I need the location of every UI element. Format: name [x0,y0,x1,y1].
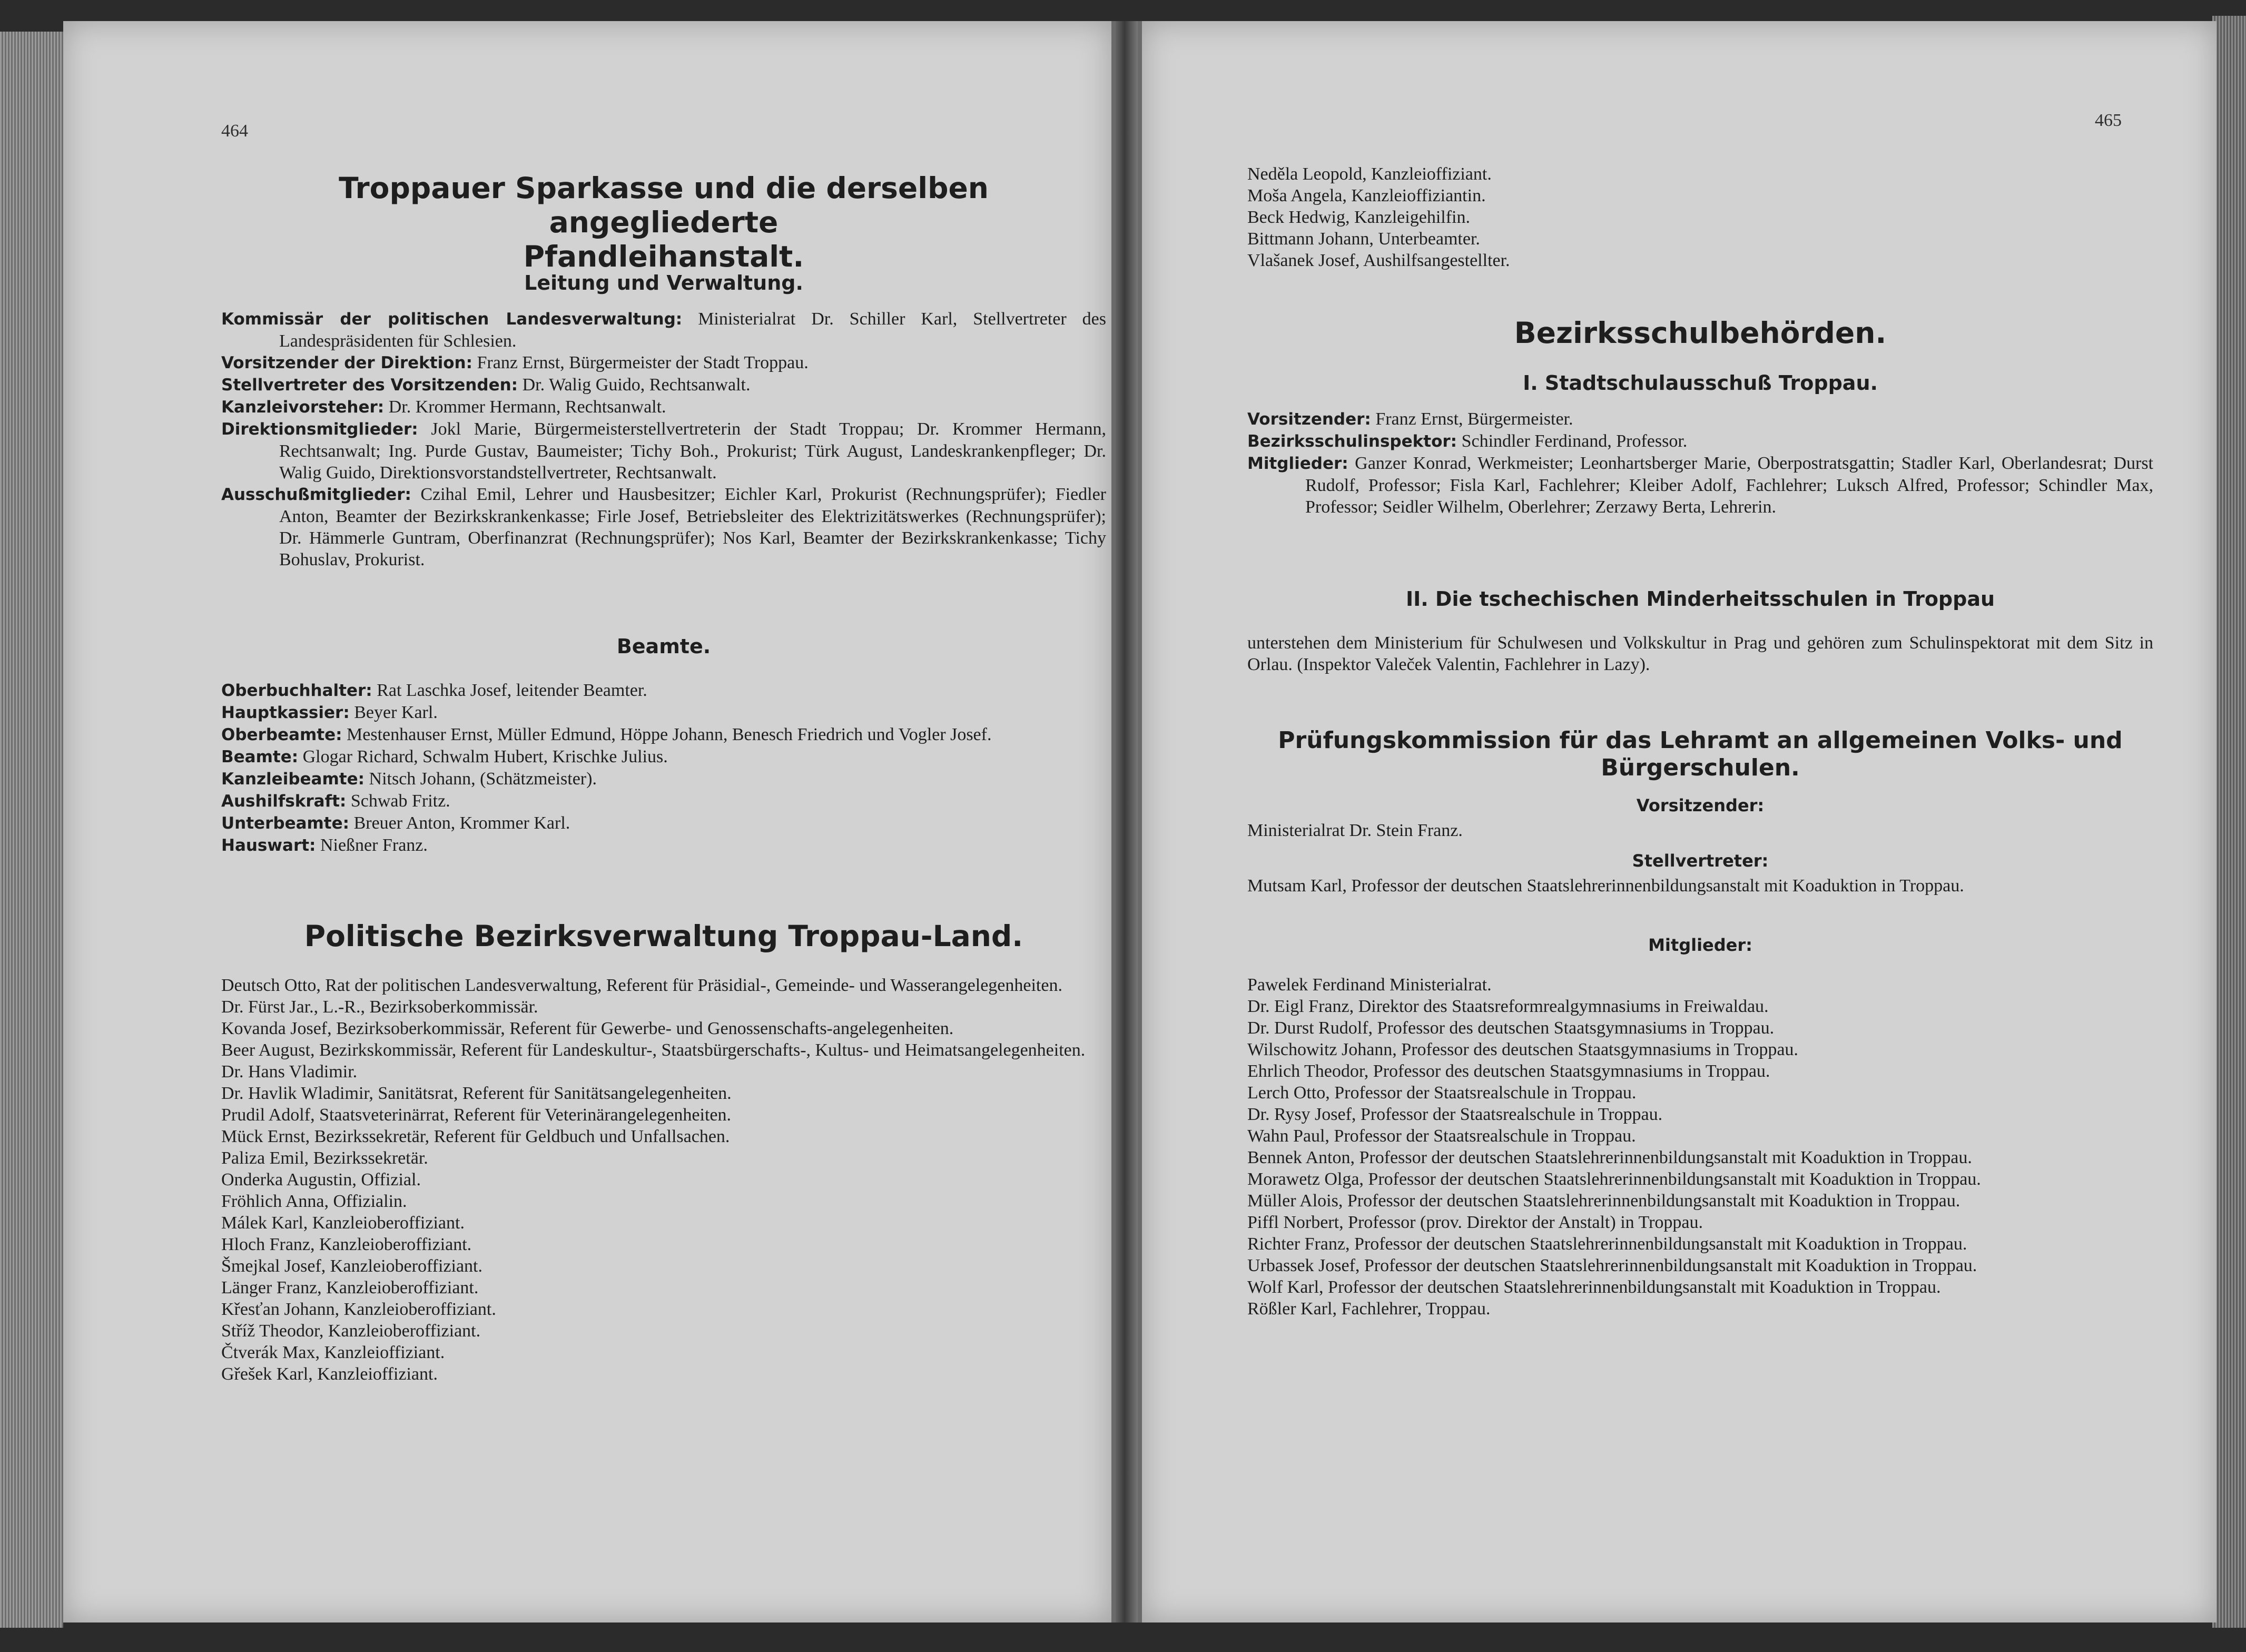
entry-label: Hauptkassier: [221,703,350,722]
entry-label: Kommissär der politischen Landesverwaltung: [221,310,683,329]
list-item: Wahn Paul, Professor der Staatsrealschule in Troppau. [1247,1126,1636,1146]
entry-text: Czihal Emil, Lehrer und Hausbesitzer; Eichler Karl, Prokurist (Rechnungsprüfer); Fiedler Anton, Beamter der Bezirkskrankenkasse; Firle Josef, Betriebsleiter des Elektrizitätswerkes (Rechnungsprüfer); Dr. Hämmerle Guntram, Oberfinanzrat (Rechnungsprüfer); Nos Karl, Beamter der Bezirkskrankenkasse; Tichy Bohuslav, Prokurist. [279,485,1107,569]
stadtschul-list [1247,408,2153,518]
list-item [1247,408,2153,430]
entry-label: Stellvertreter des Vorsitzenden: [221,376,518,395]
entry-label: Vorsitzender: [1247,410,1371,429]
book-edge-left [0,32,63,1628]
list-item: Mück Ernst, Bezirkssekretär, Referent für Geldbuch und Unfallsachen. [221,1127,730,1146]
list-item: Fröhlich Anna, Offizialin. [221,1192,407,1211]
subheading: II. Die tschechischen Minderheitsschulen in Troppau [1405,587,1995,611]
entry-text: Jokl Marie, Bürgermeisterstellvertreterin der Stadt Troppau; Dr. Krommer Hermann, Rechtsanwalt; Ing. Purde Gustav, Baumeister; Tichy Boh., Prokurist; Türk August, Landeskrankenpfleger; Dr. Walig Guido, Direktionsvorstandstellvertreter, Rechtsanwalt. [279,419,1106,483]
entry-label: Kanzleibeamte: [221,770,365,789]
left-page [63,21,1116,1622]
list-item: Prudil Adolf, Staatsveterinärrat, Referent für Veterinärangelegenheiten. [221,1105,732,1125]
list-item [221,790,1106,812]
list-item: Vlašanek Josef, Aushilfsangestellter. [1247,251,1510,270]
right-page [1138,21,2217,1622]
list-item: Mutsam Karl, Professor der deutschen Staatslehrerinnenbildungsanstalt mit Koaduktion in Troppau. [1247,876,1964,896]
entry-label: Oberbuchhalter: [221,681,372,700]
subheading: I. Stadtschulausschuß Troppau. [1523,371,1878,395]
entry-label: Bezirksschulinspektor: [1247,432,1457,451]
list-item [221,308,1106,352]
entry-text: Nießner Franz. [320,835,428,855]
title-line: Troppauer Sparkasse und die derselben angegliederte [339,171,989,239]
entry-label: Aushilfskraft: [221,792,347,811]
mitglieder-list [1247,974,2153,1320]
list-item [1247,453,2153,518]
list-item: Šmejkal Josef, Kanzleioberoffiziant. [221,1256,482,1276]
leitung-heading [221,271,1106,295]
entry-text: Mestenhauser Ernst, Müller Edmund, Höppe Johann, Benesch Friedrich und Vogler Josef. [347,725,992,744]
list-item: Dr. Rysy Josef, Professor der Staatsrealschule in Troppau. [1247,1105,1663,1124]
list-item: Lerch Otto, Professor der Staatsrealschule in Troppau. [1247,1083,1637,1103]
list-item: Čtverák Max, Kanzleioffiziant. [221,1343,445,1362]
title-line: Bürgerschulen. [1601,754,1800,781]
list-item: Beck Hedwig, Kanzleigehilfin. [1247,208,1470,227]
list-item [221,396,1106,418]
list-item: Křesťan Johann, Kanzleioberoffiziant. [221,1300,496,1319]
role-label: Mitglieder: [1648,935,1752,955]
entry-label: Mitglieder: [1247,454,1348,473]
beamte-list [221,680,1106,857]
page-number: 465 [2095,111,2122,130]
politische-list [221,975,1106,1385]
entry-label: Unterbeamte: [221,814,350,833]
book-edge-right [2212,16,2246,1628]
list-item: Dr. Hans Vladimir. [221,1062,358,1081]
entry-text: Franz Ernst, Bürgermeister. [1375,409,1573,429]
entry-text: Beyer Karl. [354,703,438,722]
sparkasse-title [221,171,1106,274]
entry-text: Dr. Walig Guido, Rechtsanwalt. [522,375,751,395]
list-item: Gřešek Karl, Kanzleioffiziant. [221,1364,438,1384]
entry-text: Schindler Ferdinand, Professor. [1461,431,1688,451]
entry-label: Hauswart: [221,836,316,855]
list-item: Wolf Karl, Professor der deutschen Staatslehrerinnenbildungsanstalt mit Koaduktion in Troppau. [1247,1277,1941,1297]
entry-text: Ganzer Konrad, Werkmeister; Leonhartsberger Marie, Oberpostratsgattin; Stadler Karl, Oberlandesrat; Durst Rudolf, Professor; Fisla Karl, Fachlehrer; Kleiber Adolf, Fachlehrer; Luksch Alfred, Professor; Schindler Max, Professor; Seidler Wilhelm, Oberlehrer; Zerzawy Berta, Lehrerin. [1305,454,2153,517]
mitglieder-block [1247,935,2153,1320]
list-item [1247,430,2153,453]
list-item: Richter Franz, Professor der deutschen Staatslehrerinnenbildungsanstalt mit Koaduktion in Troppau. [1247,1234,1967,1254]
paragraph: unterstehen dem Ministerium für Schulwesen und Volkskultur in Prag und gehören zum Schulinspektorat mit dem Sitz in Orlau. (Inspektor Valeček Valentin, Fachlehrer in Lazy). [1247,633,2153,674]
entry-text: Dr. Krommer Hermann, Rechtsanwalt. [388,397,666,417]
list-item: Dr. Havlik Wladimir, Sanitätsrat, Referent für Sanitätsangelegenheiten. [221,1084,732,1103]
entry-label: Kanzleivorsteher: [221,398,385,417]
politische-title [221,919,1106,953]
list-item: Stříž Theodor, Kanzleioberoffiziant. [221,1321,481,1341]
entry-text: Schwab Fritz. [350,791,450,811]
list-item: Morawetz Olga, Professor der deutschen Staatslehrerinnenbildungsanstalt mit Koaduktion in Troppau. [1247,1169,1981,1189]
list-item: Dr. Fürst Jar., L.-R., Bezirksoberkommissär. [221,997,538,1017]
list-item [221,768,1106,790]
list-item: Dr. Eigl Franz, Direktor des Staatsreformrealgymnasiums in Freiwaldau. [1247,997,1769,1016]
vorsitzender-block [1247,795,2153,841]
entry-text: Ministerialrat Dr. Schiller Karl, Stellvertreter des Landespräsidenten für Schlesien. [279,309,1107,351]
list-item: Neděla Leopold, Kanzleioffiziant. [1247,164,1492,184]
list-item: Ehrlich Theodor, Professor des deutschen Staatsgymnasiums in Troppau. [1247,1061,1770,1081]
list-item: Beer August, Bezirkskommissär, Referent für Landeskultur-, Staatsbürgerschafts-, Kultus- und Heimatsangelegenheiten. [221,1040,1086,1060]
list-item: Müller Alois, Professor der deutschen Staatslehrerinnenbildungsanstalt mit Koaduktion in Troppau. [1247,1191,1961,1211]
section-title: Bezirksschulbehörden. [1514,316,1887,350]
leitung-list [221,308,1106,571]
list-item: Málek Karl, Kanzleioberoffiziant. [221,1213,465,1233]
bezirksschul-title [1247,316,2153,350]
tschech-text [1247,632,2153,675]
stellvertreter-block [1247,851,2153,897]
list-item: Deutsch Otto, Rat der politischen Landesverwaltung, Referent für Präsidial-, Gemeinde- und Wasserangelegenheiten. [221,976,1062,995]
list-item: Bittmann Johann, Unterbeamter. [1247,229,1480,249]
role-label: Vorsitzender: [1636,795,1765,815]
section-title: Politische Bezirksverwaltung Troppau-Land. [304,919,1023,953]
list-item: Dr. Durst Rudolf, Professor des deutschen Staatsgymnasiums in Troppau. [1247,1018,1775,1038]
list-item: Rößler Karl, Fachlehrer, Troppau. [1247,1299,1491,1319]
list-item [221,812,1106,834]
entry-label: Beamte: [221,748,299,766]
list-item [221,702,1106,724]
list-item: Länger Franz, Kanzleioberoffiziant. [221,1278,479,1297]
list-item: Wilschowitz Johann, Professor des deutschen Staatsgymnasiums in Troppau. [1247,1040,1798,1059]
list-item: Piffl Norbert, Professor (prov. Direktor der Anstalt) in Troppau. [1247,1213,1703,1232]
entry-label: Oberbeamte: [221,725,342,744]
list-item [221,834,1106,857]
entry-text: Glogar Richard, Schwalm Hubert, Krischke Julius. [302,747,668,766]
pruefung-title [1247,727,2153,782]
title-line: Prüfungskommission für das Lehramt an allgemeinen Volks- und [1278,727,2123,754]
list-item: Onderka Augustin, Offizial. [221,1170,421,1189]
entry-text: Rat Laschka Josef, leitender Beamter. [377,681,647,700]
list-item: Bennek Anton, Professor der deutschen Staatslehrerinnenbildungsanstalt mit Koaduktion in Troppau. [1247,1148,1972,1167]
list-item: Urbassek Josef, Professor der deutschen Staatslehrerinnenbildungsanstalt mit Koaduktion in Troppau. [1247,1256,1977,1275]
role-label: Stellvertreter: [1632,851,1769,871]
top-entries [1247,163,2153,271]
entry-label: Direktionsmitglieder: [221,420,418,439]
list-item: Moša Angela, Kanzleioffiziantin. [1247,186,1486,205]
list-item [221,746,1106,768]
entry-text: Breuer Anton, Krommer Karl. [353,813,570,833]
list-item: Pawelek Ferdinand Ministerialrat. [1247,975,1492,995]
page-number: 464 [221,121,248,141]
list-item [221,724,1106,746]
list-item: Paliza Emil, Bezirkssekretär. [221,1148,428,1168]
subheading: Leitung und Verwaltung. [524,271,803,294]
tschech-heading [1247,587,2153,611]
beamte-heading [221,635,1106,658]
list-item [221,680,1106,702]
list-item: Kovanda Josef, Bezirksoberkommissär, Referent für Gewerbe- und Genossenschafts-angelegenheiten. [221,1019,954,1038]
list-item [221,352,1106,374]
list-item [221,484,1106,571]
list-item: Ministerialrat Dr. Stein Franz. [1247,821,1463,840]
list-item [221,418,1106,484]
subheading: Beamte. [616,635,711,658]
entry-label: Ausschußmitglieder: [221,485,411,504]
list-item: Hloch Franz, Kanzleioberoffiziant. [221,1235,472,1254]
stadtschul-heading [1247,371,2153,395]
entry-text: Nitsch Johann, (Schätzmeister). [369,769,597,789]
entry-text: Franz Ernst, Bürgermeister der Stadt Troppau. [477,353,809,372]
list-item [221,374,1106,396]
title-line: Pfandleihanstalt. [523,239,804,273]
entry-label: Vorsitzender der Direktion: [221,353,473,372]
